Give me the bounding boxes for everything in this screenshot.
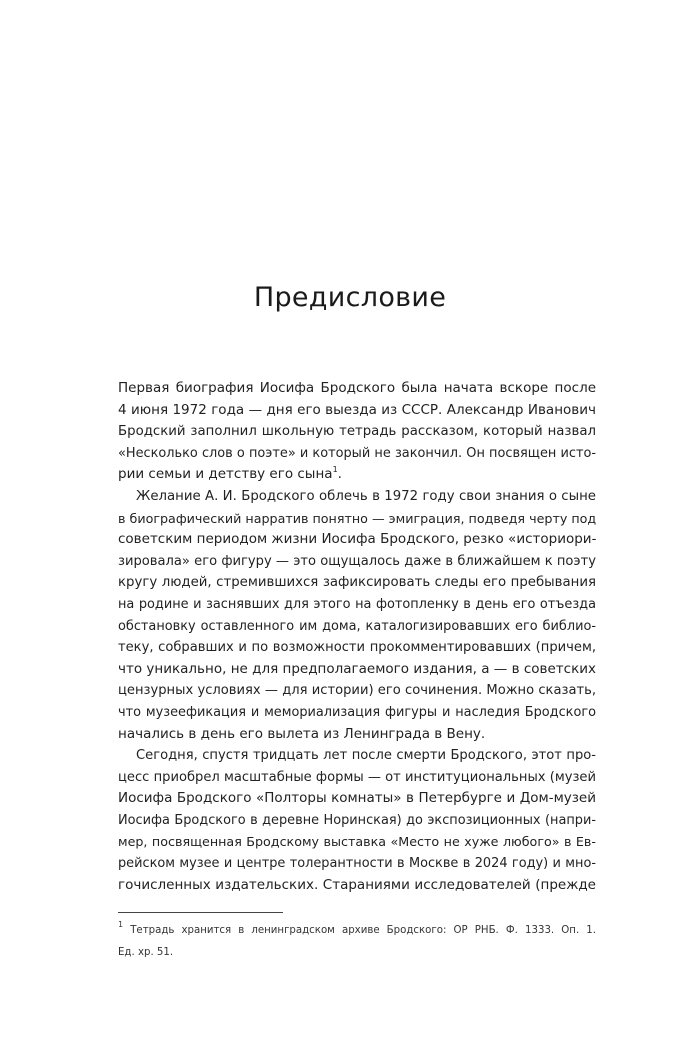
text-line [118,464,596,486]
text-line: Иосифа Бродского в деревне Норинская) до экспозиционных (напри- [118,812,596,828]
text-line: «Несколько слов о поэте» и который не закончил. Он посвящен исто- [118,445,596,461]
text-line: 4 июня 1972 года — дня его выезда из СССР. Александр Иванович [118,401,596,418]
text-line: рейском музее и центре толерантности в Москве в 2024 году) и мно- [118,856,596,872]
text-line-content: рии семьи и детству его сына [118,466,333,483]
body-text [118,378,596,896]
footnote-text: Тетрадь хранится в ленинградском архиве Бродского: ОР РНБ. Ф. 1333. Оп. 1. [130,925,596,936]
text-line: на родине и заснявших для этого на фотопленку в день его отъезда [118,596,596,612]
text-line: гочисленных издательских. Стараниями исследователей (прежде [118,876,596,893]
text-line: кругу людей, стремившихся зафиксировать следы его пребывания [118,575,596,591]
text-line: Первая биография Иосифа Бродского была начата вскоре после [118,380,596,396]
text-line: цензурных условиях — для истории) его сочинения. Можно сказать, [118,683,596,699]
text-line-tail: . [337,466,342,483]
footnote [118,922,596,965]
text-line: Желание А. И. Бродского облечь в 1972 году свои знания о сыне [136,488,596,504]
text-line: Бродский заполнил школьную тетрадь рассказом, который назвал [118,424,596,440]
footnote-reference: 1 [332,465,338,475]
text-line: теку, собравших и по возможности прокомментировавших (причем, [118,640,596,656]
text-line: что уникально, не для предполагаемого издания, а — в советских [118,660,596,677]
page-title: Предисловие [253,282,447,313]
text-line: цесс приобрел масштабные формы — от институциональных (музей [118,769,596,785]
footnote-divider [118,912,283,913]
text-line: Сегодня, спустя тридцать лет после смерти Бродского, этот про- [136,748,596,764]
text-line: обстановку оставленного им дома, каталогизировавших его библио- [118,618,596,634]
footnote-line [118,922,596,944]
text-line: советским периодом жизни Иосифа Бродского, резко «историори- [118,531,597,548]
text-line: в биографический нарратив понятно — эмиграция, подведя черту под [118,510,597,526]
footnote-line: Ед. хр. 51. [118,946,174,958]
text-line: Иосифа Бродского «Полторы комнаты» в Петербурге и Дом-музей [118,790,596,807]
footnote-marker: 1 [118,920,124,929]
text-line: начались в день его вылета из Ленинграда в Вену. [118,725,486,742]
text-line: что музеефикация и мемориализация фигуры и наследия Бродского [118,704,596,720]
text-line: зировала» его фигуру — это ощущалось даже в ближайшем к поэту [118,553,596,569]
text-line: мер, посвященная Бродскому выставка «Место не хуже любого» в Ев- [118,834,596,850]
